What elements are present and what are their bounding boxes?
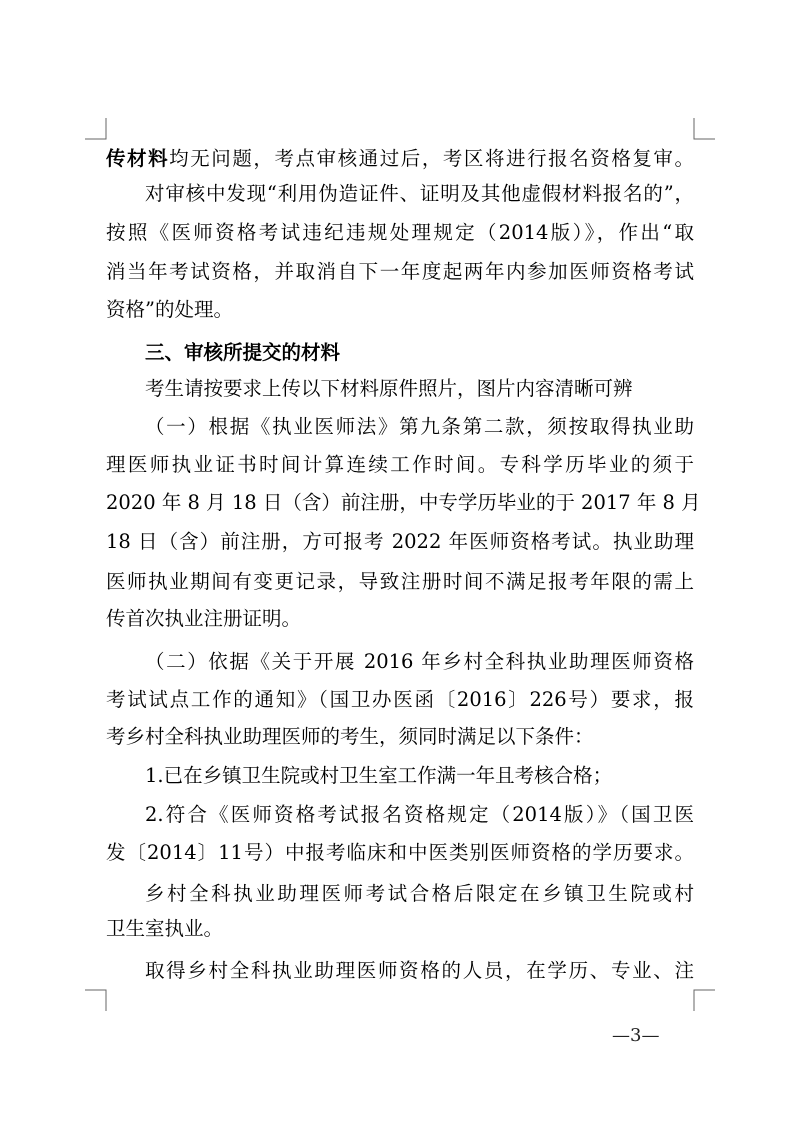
corner-mark-bottom-right	[692, 988, 716, 1012]
body-line-4: 消当年考试资格，并取消自下一年度起两年内参加医师资格考试	[106, 260, 694, 283]
corner-mark-top-right	[692, 118, 716, 142]
body-line-10: 2020 年 8 月 18 日（含）前注册，中专学历毕业的于 2017 年 8 月	[106, 491, 701, 514]
body-line-2: 对审核中发现“利用伪造证件、证明及其他虚假材料报名的”，	[145, 182, 694, 205]
section-heading: 三、审核所提交的材料	[145, 341, 341, 364]
body-line-15: 考试试点工作的通知》（国卫办医函〔2016〕226号）要求，报	[106, 688, 694, 711]
body-line-20: 乡村全科执业助理医师考试合格后限定在乡镇卫生院或村	[145, 882, 694, 905]
corner-mark-bottom-left	[85, 988, 109, 1012]
body-line-19: 发〔2014〕11号）中报考临床和中医类别医师资格的学历要求。	[106, 841, 694, 864]
page-number: —3—	[612, 1025, 660, 1046]
body-line-16: 考乡村全科执业助理医师的考生，须同时满足以下条件：	[106, 725, 594, 748]
body-line-9: 理医师执业证书时间计算连续工作时间。专科学历毕业的须于	[106, 453, 694, 476]
body-line-3: 按照《医师资格考试违纪违规处理规定（2014版）》，作出“取	[106, 221, 694, 244]
corner-mark-top-left	[85, 118, 109, 142]
body-line-14: （二）依据《关于开展 2016 年乡村全科执业助理医师资格	[145, 650, 694, 673]
body-line-22: 取得乡村全科执业助理医师资格的人员，在学历、专业、注	[145, 959, 694, 982]
body-line-12: 医师执业期间有变更记录，导致注册时间不满足报考年限的需上	[106, 570, 694, 593]
body-line-11: 18 日（含）前注册，方可报考 2022 年医师资格考试。执业助理	[106, 530, 694, 553]
body-line-7: 考生请按要求上传以下材料原件照片，图片内容清晰可辨	[145, 377, 633, 400]
list-item-1: 1.已在乡镇卫生院或村卫生室工作满一年且考核合格；	[145, 764, 613, 787]
body-line-8: （一）根据《执业医师法》第九条第二款，须按取得执业助	[145, 415, 694, 438]
bold-lead-text: 传材料	[106, 147, 170, 170]
body-line-5: 资格”的处理。	[106, 298, 233, 321]
body-line-21: 卫生室执业。	[106, 917, 224, 940]
body-line-1: 传材料均无问题，考点审核通过后，考区将进行报名资格复审。	[106, 147, 694, 170]
list-item-2: 2.符合《医师资格考试报名资格规定（2014版）》（国卫医	[145, 803, 694, 826]
body-line-13: 传首次执业注册证明。	[106, 607, 302, 630]
